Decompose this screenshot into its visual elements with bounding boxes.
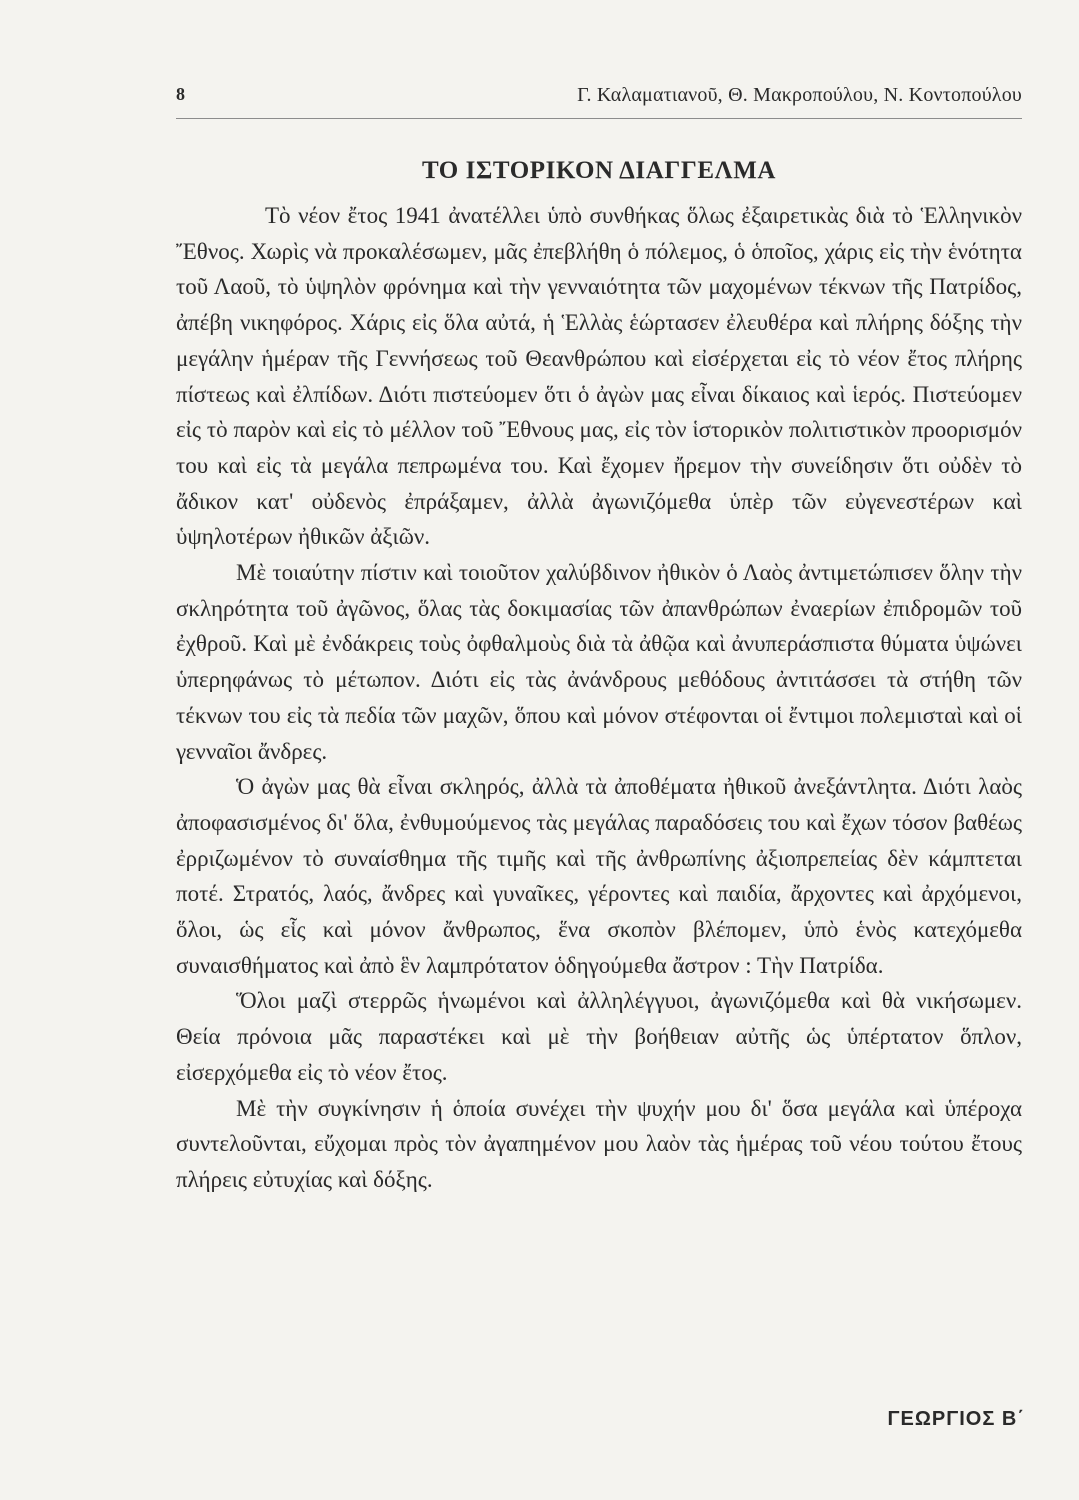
paragraph-3: Ὁ ἀγὼν μας θὰ εἶναι σκληρός, ἀλλὰ τὰ ἀποθέματα ἠθικοῦ ἀνεξάντλητα. Διότι λαὸς ἀποφασισμένος δι' ὅλα, ἐνθυμούμενος τὰς μεγάλας παραδόσεις του καὶ ἔχων τόσον βαθέως ἐρριζωμένον τὸ συναίσθημα τῆς τιμῆς καὶ τῆς ἀνθρωπίνης ἀξιοπρεπείας δὲν κάμπτεται ποτέ. Στρατός, λαός, ἄνδρες καὶ γυναῖκες, γέροντες καὶ παιδία, ἄρχοντες καὶ ἀρχόμενοι, ὅλοι, ὡς εἷς καὶ μόνον ἄνθρωπος, ἕνα σκοπὸν βλέπομεν, ὑπὸ ἑνὸς κατεχόμεθα συναισθήματος καὶ ἀπὸ ἓν λαμπρότατον ὁδηγούμεθα ἄστρον : Τὴν Πατρίδα. (176, 774, 1022, 978)
paragraph-2: Μὲ τοιαύτην πίστιν καὶ τοιοῦτον χαλύβδινον ἠθικὸν ὁ Λαὸς ἀντιμετώπισεν ὅλην τὴν σκληρότητα τοῦ ἀγῶνος, ὅλας τὰς δοκιμασίας τῶν ἀπανθρώπων ἐναερίων ἐπιδρομῶν τοῦ ἐχθροῦ. Καὶ μὲ ἐνδάκρεις τοὺς ὀφθαλμοὺς διὰ τὰ ἀθῷα καὶ ἀνυπεράσπιστα θύματα ὑψώνει ὑπερηφάνως τὸ μέτωπον. Διότι εἰς τὰς ἀνάνδρους μεθόδους ἀντιτάσσει τὰ στήθη τῶν τέκνων του εἰς τὰ πεδία τῶν μαχῶν, ὅπου καὶ μόνον στέφονται οἱ ἔντιμοι πολεμισταὶ καὶ οἱ γενναῖοι ἄνδρες. (176, 560, 1022, 764)
page-title: ΤΟ ΙΣΤΟΡΙΚΟΝ ΔΙΑΓΓΕΛΜΑ (421, 157, 777, 184)
paragraph-4: Ὅλοι μαζὶ στερρῶς ἡνωμένοι καὶ ἀλληλέγγυοι, ἀγωνιζόμεθα καὶ θὰ νικήσωμεν. Θεία πρόνοια μᾶς παραστέκει καὶ μὲ τὴν βοήθειαν αὐτῆς ὡς ὑπέρτατον ὅπλον, εἰσερχόμεθα εἰς τὸ νέον ἔτος. (176, 988, 1022, 1085)
page-header (176, 84, 1022, 114)
paragraph-1: Τὸ νέον ἔτος 1941 ἀνατέλλει ὑπὸ συνθήκας ὅλως ἐξαιρετικὰς διὰ τὸ Ἑλληνικὸν Ἔθνος. Χωρὶς νὰ προκαλέσωμεν, μᾶς ἐπεβλήθη ὁ πόλεμος, ὁ ὁποῖος, χάρις εἰς τὴν ἑνότητα τοῦ Λαοῦ, τὸ ὑψηλὸν φρόνημα καὶ τὴν γενναιότητα τῶν μαχομένων τέκνων τῆς Πατρίδος, ἀπέβη νικηφόρος. Χάρις εἰς ὅλα αὐτά, ἡ Ἑλλὰς ἑώρτασεν ἐλευθέρα καὶ πλήρης δόξης τὴν μεγάλην ἡμέραν τῆς Γεννήσεως τοῦ Θεανθρώπου καὶ εἰσέρχεται εἰς τὸ νέον ἔτος πλήρης πίστεως καὶ ἐλπίδων. Διότι πιστεύομεν ὅτι ὁ ἀγὼν μας εἶναι δίκαιος καὶ ἱερός. Πιστεύομεν εἰς τὸ παρὸν καὶ εἰς τὸ μέλλον τοῦ Ἔθνους μας, εἰς τὸν ἱστορικὸν πολιτιστικὸν προορισμόν του καὶ εἰς τὰ μεγάλα πεπρωμένα του. Καὶ ἔχομεν ἤρεμον τὴν συνείδησιν ὅτι οὐδὲν τὸ ἄδικον κατ' οὐδενὸς ἐπράξαμεν, ἀλλὰ ἀγωνιζόμεθα ὑπὲρ τῶν εὐγενεστέρων καὶ ὑψηλοτέρων ἠθικῶν ἀξιῶν. (176, 203, 1022, 550)
running-head: Γ. Καλαματιανοῦ, Θ. Μακροπούλου, Ν. Κοντοπούλου (577, 84, 1022, 106)
page-number: 8 (176, 84, 185, 104)
speech-text (176, 198, 1022, 1198)
paragraph-5: Μὲ τὴν συγκίνησιν ἡ ὁποία συνέχει τὴν ψυχήν μου δι' ὅσα μεγάλα καὶ ὑπέροχα συντελοῦνται, εὔχομαι πρὸς τὸν ἀγαπημένον μου λαὸν τὰς ἡμέρας τοῦ νέου τούτου ἔτους πλήρεις εὐτυχίας καὶ δόξης. (176, 1095, 1022, 1192)
signature: ΓΕΩΡΓΙΟΣ Β΄ (887, 1408, 1025, 1430)
header-rule (176, 118, 1022, 119)
